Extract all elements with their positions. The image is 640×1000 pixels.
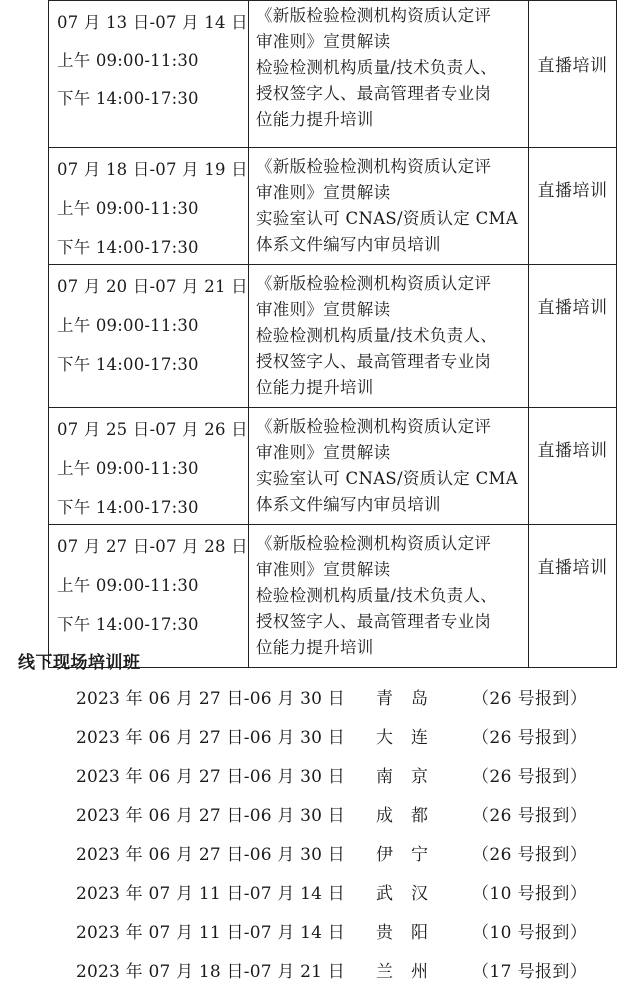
- offline-city: 青岛: [376, 689, 446, 709]
- topic-line: 授权签字人、最高管理者专业岗: [256, 352, 492, 371]
- schedule-row: [49, 408, 617, 525]
- schedule-mode-cell: [529, 1, 617, 148]
- morning-time: 上午 09:00-11:30: [57, 316, 199, 335]
- morning-time: 上午 09:00-11:30: [57, 459, 199, 478]
- topic-line: 体系文件编写内审员培训: [256, 235, 441, 254]
- list-item: [0, 801, 640, 831]
- topic-line: 体系文件编写内审员培训: [256, 495, 441, 514]
- offline-checkin-note: （10 号报到）: [472, 923, 588, 943]
- offline-date: 2023 年 06 月 27 日-06 月 30 日: [76, 728, 345, 748]
- topic-line: 实验室认可 CNAS/资质认定 CMA: [256, 209, 518, 228]
- schedule-mode-cell: [529, 265, 617, 408]
- schedule-topic-cell: [249, 1, 529, 148]
- topic-line: 《新版检验检测机构资质认定评: [256, 6, 492, 25]
- offline-city: 贵阳: [376, 923, 446, 943]
- offline-checkin-note: （26 号报到）: [472, 728, 588, 748]
- topic-line: 授权签字人、最高管理者专业岗: [256, 612, 492, 631]
- offline-checkin-note: （26 号报到）: [472, 689, 588, 709]
- offline-checkin-note: （10 号报到）: [472, 884, 588, 904]
- schedule-date-cell: [49, 525, 249, 668]
- training-mode: 直播培训: [537, 56, 608, 76]
- offline-date: 2023 年 06 月 27 日-06 月 30 日: [76, 689, 345, 709]
- live-training-schedule-table: [48, 0, 617, 668]
- afternoon-time: 下午 14:00-17:30: [57, 498, 199, 517]
- date-range: 07 月 27 日-07 月 28 日: [57, 537, 248, 556]
- offline-city: 武汉: [376, 884, 446, 904]
- list-item: [0, 762, 640, 792]
- topic-line: 审准则》宣贯解读: [256, 443, 391, 462]
- topic-line: 审准则》宣贯解读: [256, 300, 391, 319]
- schedule-row: [49, 1, 617, 148]
- topic-line: 检验检测机构质量/技术负责人、: [256, 586, 498, 605]
- schedule-topic-cell: [249, 265, 529, 408]
- offline-date: 2023 年 06 月 27 日-06 月 30 日: [76, 767, 345, 787]
- offline-checkin-note: （17 号报到）: [472, 962, 588, 982]
- training-mode: 直播培训: [537, 298, 608, 318]
- morning-time: 上午 09:00-11:30: [57, 576, 199, 595]
- list-item: [0, 840, 640, 870]
- offline-city: 南京: [376, 767, 446, 787]
- list-item: [0, 918, 640, 948]
- date-range: 07 月 13 日-07 月 14 日: [57, 13, 248, 32]
- schedule-row: [49, 265, 617, 408]
- topic-line: 审准则》宣贯解读: [256, 32, 391, 51]
- offline-checkin-note: （26 号报到）: [472, 845, 588, 865]
- list-item: [0, 957, 640, 987]
- afternoon-time: 下午 14:00-17:30: [57, 89, 199, 108]
- morning-time: 上午 09:00-11:30: [57, 199, 199, 218]
- schedule-mode-cell: [529, 148, 617, 265]
- topic-line: 《新版检验检测机构资质认定评: [256, 417, 492, 436]
- morning-time: 上午 09:00-11:30: [57, 51, 199, 70]
- afternoon-time: 下午 14:00-17:30: [57, 355, 199, 374]
- training-mode: 直播培训: [537, 558, 608, 578]
- topic-line: 检验检测机构质量/技术负责人、: [256, 326, 498, 345]
- date-range: 07 月 18 日-07 月 19 日: [57, 160, 248, 179]
- afternoon-time: 下午 14:00-17:30: [57, 615, 199, 634]
- offline-city: 成都: [376, 806, 446, 826]
- offline-city: 大连: [376, 728, 446, 748]
- offline-date: 2023 年 07 月 18 日-07 月 21 日: [76, 962, 345, 982]
- schedule-mode-cell: [529, 525, 617, 668]
- schedule-mode-cell: [529, 408, 617, 525]
- offline-checkin-note: （26 号报到）: [472, 806, 588, 826]
- training-mode: 直播培训: [537, 441, 608, 461]
- offline-date: 2023 年 07 月 11 日-07 月 14 日: [76, 923, 345, 943]
- topic-line: 审准则》宣贯解读: [256, 183, 391, 202]
- offline-city: 兰州: [376, 962, 446, 982]
- date-range: 07 月 25 日-07 月 26 日: [57, 420, 248, 439]
- schedule-topic-cell: [249, 408, 529, 525]
- topic-line: 《新版检验检测机构资质认定评: [256, 274, 492, 293]
- topic-line: 《新版检验检测机构资质认定评: [256, 157, 492, 176]
- topic-line: 位能力提升培训: [256, 638, 374, 657]
- list-item: [0, 723, 640, 753]
- topic-line: 位能力提升培训: [256, 378, 374, 397]
- offline-date: 2023 年 07 月 11 日-07 月 14 日: [76, 884, 345, 904]
- date-range: 07 月 20 日-07 月 21 日: [57, 277, 248, 296]
- schedule-date-cell: [49, 408, 249, 525]
- offline-section-title: 线下现场培训班: [18, 653, 141, 673]
- offline-checkin-note: （26 号报到）: [472, 767, 588, 787]
- schedule-row: [49, 148, 617, 265]
- schedule-topic-cell: [249, 148, 529, 265]
- list-item: [0, 879, 640, 909]
- offline-date: 2023 年 06 月 27 日-06 月 30 日: [76, 806, 345, 826]
- schedule-row: [49, 525, 617, 668]
- training-mode: 直播培训: [537, 181, 608, 201]
- schedule-date-cell: [49, 148, 249, 265]
- schedule-date-cell: [49, 265, 249, 408]
- topic-line: 审准则》宣贯解读: [256, 560, 391, 579]
- topic-line: 《新版检验检测机构资质认定评: [256, 534, 492, 553]
- offline-date: 2023 年 06 月 27 日-06 月 30 日: [76, 845, 345, 865]
- topic-line: 授权签字人、最高管理者专业岗: [256, 84, 492, 103]
- offline-city: 伊宁: [376, 845, 446, 865]
- afternoon-time: 下午 14:00-17:30: [57, 238, 199, 257]
- topic-line: 位能力提升培训: [256, 110, 374, 129]
- list-item: [0, 684, 640, 714]
- topic-line: 检验检测机构质量/技术负责人、: [256, 58, 498, 77]
- schedule-topic-cell: [249, 525, 529, 668]
- topic-line: 实验室认可 CNAS/资质认定 CMA: [256, 469, 518, 488]
- schedule-date-cell: [49, 1, 249, 148]
